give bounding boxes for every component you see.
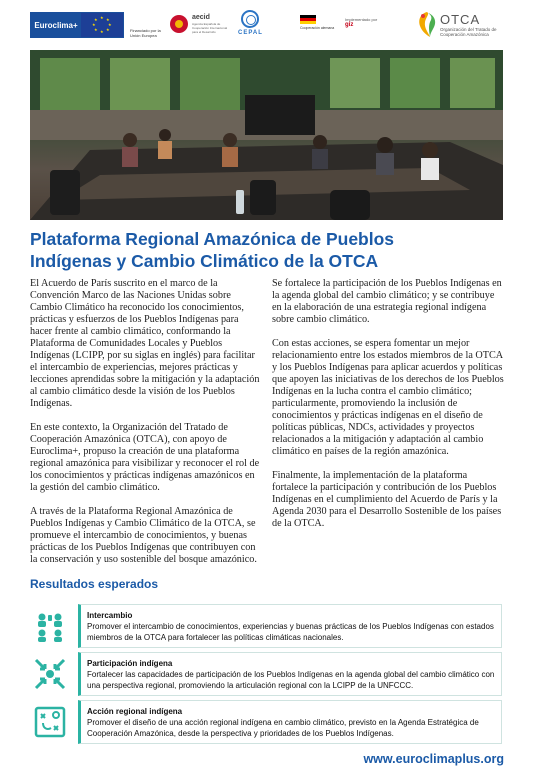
giz-top-label: Implementado por (345, 17, 378, 22)
paragraph: A través de la Plataforma Regional Amazónica de Pueblos Indígenas y Cambio Climático de la OTCA, se promueve el intercambio de conocimientos, y buenas prácticas de los Pueblos Indígenas que contribuyen con la conservación y uso sostenible del bosque amazónico. (30, 506, 257, 565)
paragraph: En este contexto, la Organización del Tratado de Cooperación Amazónica (OTCA), con apoyo de Euroclima+, propuso la creación de una plataforma regional amazónica para visibilizar y reconocer el rol de los conocimientos y prácticas indígenas amazónicos en la gestión del cambio climático. (30, 422, 260, 493)
cepal-label: CEPAL (238, 30, 263, 36)
aecid-sub: Agencia Española de Cooperación Internacional para el Desarrollo (192, 22, 228, 34)
otca-name: OTCA (440, 11, 481, 27)
giz-logo (345, 17, 377, 28)
paragraph: El Acuerdo de París suscrito en el marco de la Convención Marco de las Naciones Unidas sobre Cambio Climático ha reconocido los conocimientos, prácticas y esfuerzos de los Pueblos Indígenas para hacer frente al cambio climático, conformando la Plataforma de Comunidades Locales y Pueblos Indígenas (LCIPP, por su siglas en inglés) para facilitar el intercambio de experiencias, mejores prácticas y lecciones aprendidas sobre la mitigación y la adaptación al cambio climático desde la visión de los Pueblos Indígenas. (30, 278, 260, 409)
strategy-board-icon (30, 700, 70, 744)
giz-label: giz (345, 22, 354, 28)
eu-flag-icon: ★ ★ ★ ★ ★ ★ ★ ★ (81, 13, 123, 37)
page-title (30, 228, 500, 272)
result-title: Acción regional indígena (87, 707, 183, 716)
page-title-line2: Indígenas y Cambio Climático de la OTCA (30, 251, 379, 271)
paragraph: Con estas acciones, se espera fomentar un mejor relacionamiento entre los estados miembros de la OTCA y los Pueblos Indígenas para aplicar acuerdos y políticas que apoyen las iniciativas de los derechos de los Pueblos Indígenas en la lucha contra el cambio climático; particularmente, promoviendo la inclusión de conocimientos y prácticas indígenas en el diseño de políticas públicas, NDCs, actividades y proyectos relacionados a la mitigación y adaptación al cambio climático en países de la región amazónica. (272, 338, 504, 457)
header-logos (0, 0, 540, 50)
body-column-left (30, 278, 260, 578)
otca-logo (416, 10, 510, 38)
otca-subtitle: Organización del Tratado de Cooperación Amazónica (440, 26, 497, 37)
result-title: Participación indígena (87, 659, 173, 668)
eu-caption: Financiado por la Unión Europea (130, 28, 161, 38)
result-item-accion-regional (30, 700, 502, 744)
people-exchange-icon (30, 604, 70, 648)
body-column-right (272, 278, 504, 542)
cepal-logo (238, 10, 263, 36)
un-emblem-icon (241, 10, 259, 28)
result-item-intercambio (30, 604, 502, 648)
aecid-logo (170, 14, 232, 34)
result-item-participacion (30, 652, 502, 696)
result-description: Fortalecer las capacidades de participación de los Pueblos Indígenas en la agenda global del cambio climático con una perspectiva regional, promoviendo la articulación regional con la LCIPP de la UNFCCC. (87, 670, 495, 690)
result-title: Intercambio (87, 611, 133, 620)
page-title-line1: Plataforma Regional Amazónica de Pueblos (30, 229, 395, 249)
footer-website-link[interactable]: www.euroclimaplus.org (363, 752, 504, 766)
euroclima-logo (30, 12, 124, 38)
result-description: Promover el diseño de una acción regional indígena en cambio climático, previsto en la Agenda Estratégica de Cooperación Amazónica, desde la perspectiva y prioridades de los Pueblos Indígenas. (87, 718, 479, 738)
result-description: Promover el intercambio de conocimientos, experiencias y buenas prácticas de los Pueblos Indígenas con estados miembros de la OTCA para fortalecer las políticas climáticas nacionales. (87, 622, 494, 642)
otca-mark-icon (416, 10, 438, 38)
result-box (78, 652, 502, 696)
results-heading: Resultados esperados (30, 577, 159, 591)
result-box (78, 604, 502, 648)
paragraph: Se fortalece la participación de los Pueblos Indígenas en la agenda global del cambio climático; y se contribuye en la elaboración de una estrategia regional indígena sobre cambio climático. (272, 278, 502, 325)
result-box (78, 700, 502, 744)
meeting-photo (30, 50, 503, 220)
aecid-label: aecid (192, 14, 210, 21)
euroclima-label: Euroclima+ (31, 13, 81, 37)
german-cooperation-logo (300, 15, 340, 30)
german-flag-icon (300, 15, 316, 24)
aecid-mark-icon (170, 15, 188, 33)
paragraph: Finalmente, la implementación de la plataforma fortalece la participación y contribución de los Pueblos Indígenas en el cumplimiento del Acuerdo de París y la Agenda 2030 para el Desarrollo Sostenible de los países de la OTCA. (272, 470, 502, 529)
arrows-converge-icon (30, 652, 70, 696)
german-cooperation-label: Cooperación alemana (300, 26, 335, 30)
